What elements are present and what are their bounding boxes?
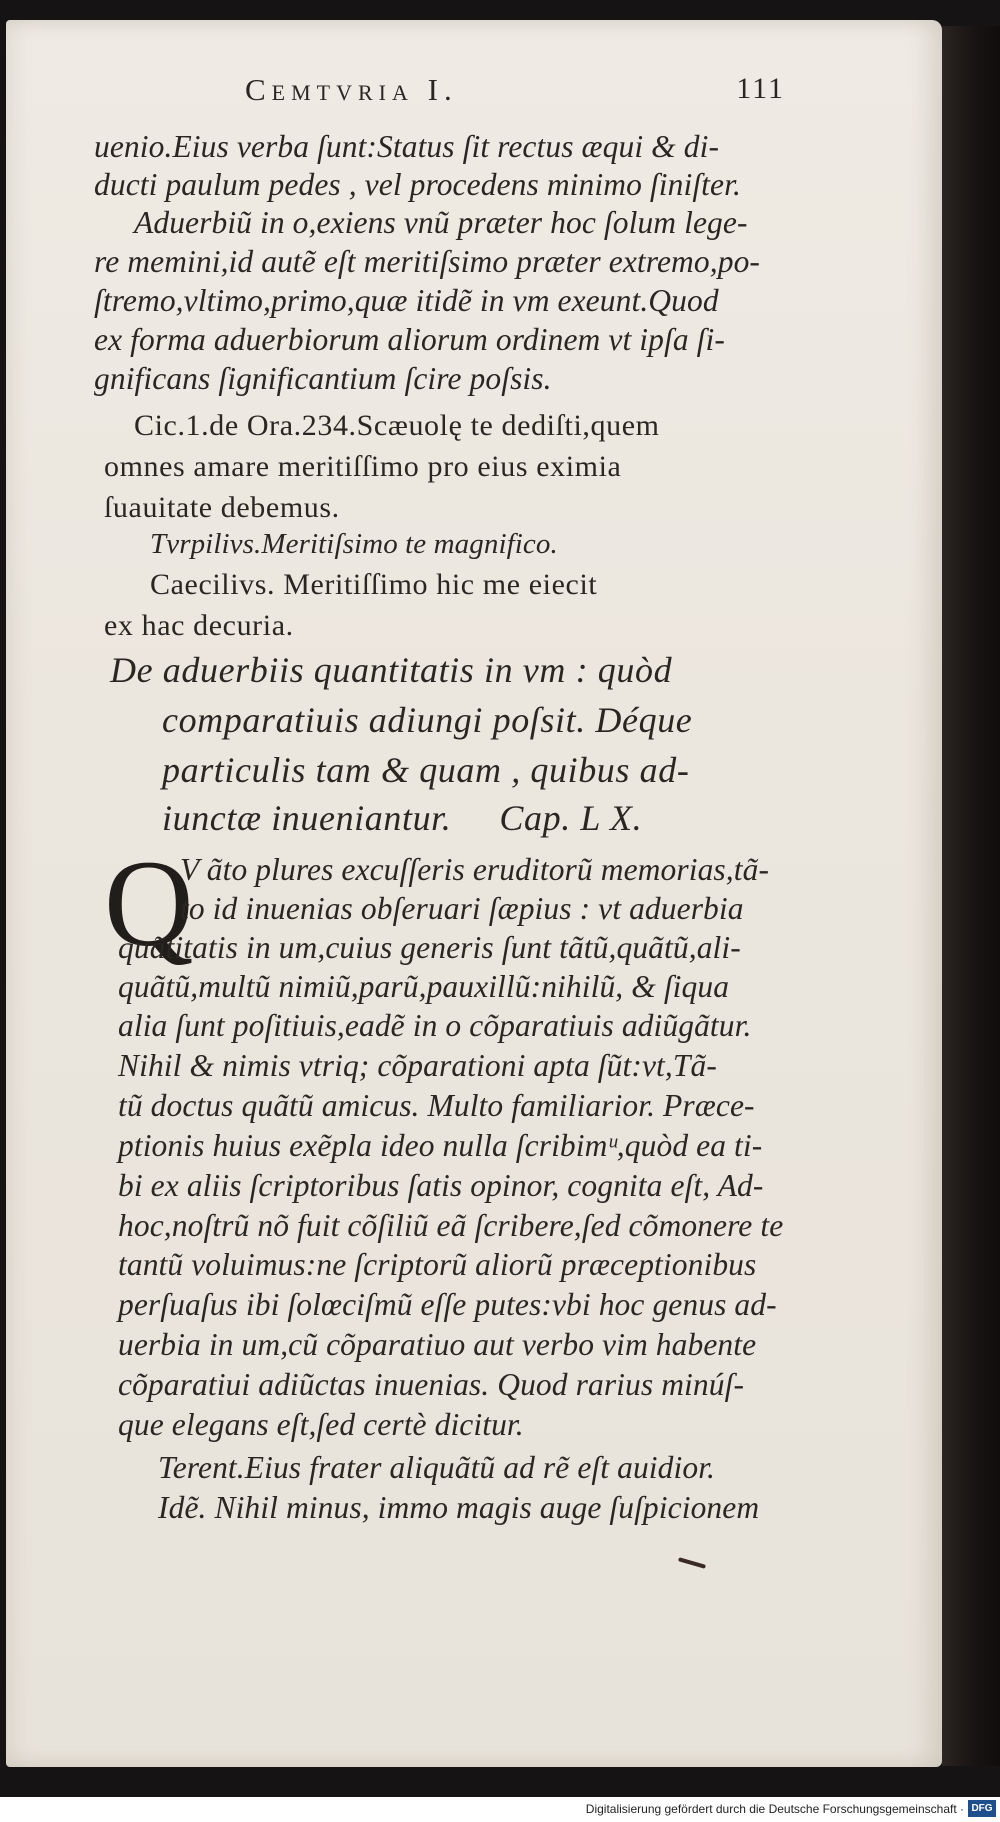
text-line: ptionis huius exẽpla ideo nulla ſcribimᵘ,quòd ea ti- xyxy=(118,1128,763,1163)
text-line: Aduerbiũ in o,exiens vnũ præter hoc ſolum lege- xyxy=(134,205,748,240)
book-edge xyxy=(942,26,1000,1766)
citation-line: ex hac decuria. xyxy=(104,609,294,642)
citation-line: ſuauitate debemus. xyxy=(104,491,340,524)
funding-credit: Digitalisierung gefördert durch die Deutsche Forschungsgemeinschaft · xyxy=(585,1802,964,1816)
text-line: ex forma aduerbiorum aliorum ordinem vt ipſa ſi- xyxy=(94,322,725,357)
text-line: hoc,noſtrũ nõ fuit cõſiliũ eã ſcribere,ſed cõmonere te xyxy=(118,1208,784,1243)
citation-line: Idẽ. Nihil minus, immo magis auge ſuſpicionem xyxy=(158,1490,760,1525)
text-line: cõparatiui adiũctas inuenias. Quod rarius minúſ- xyxy=(118,1367,745,1402)
chapter-heading-line: particulis tam & quam , quibus ad- xyxy=(162,750,690,790)
text-line: gnificans ſignificantium ſcire poſsis. xyxy=(94,361,552,396)
text-line: uenio.Eius verba ſunt:Status ſit rectus æqui & di- xyxy=(94,129,720,164)
text-line: alia ſunt poſitiuis,eadẽ in o cõparatiuis adiũgãtur. xyxy=(118,1008,752,1043)
text-line: que elegans eſt,ſed certè dicitur. xyxy=(118,1407,524,1442)
page-header xyxy=(245,72,785,116)
text-line: tantũ voluimus:ne ſcriptorũ aliorũ præceptionibus xyxy=(118,1247,757,1282)
chapter-heading-line: De aduerbiis quantitatis in vm : quòd xyxy=(110,650,673,690)
chapter-heading-line: iunctæ inueniantur. Cap. L X. xyxy=(162,798,643,838)
text-line: re memini,id autẽ eſt meritiſsimo præter extremo,po- xyxy=(94,244,761,279)
text-line: V ãto plures excuſſeris eruditorũ memorias,tã- xyxy=(180,852,770,887)
citation-line: Cic.1.de Ora.234.Scæuolę te dediſti,quem xyxy=(134,409,660,442)
page-number: 111 xyxy=(736,72,785,105)
text-line: Nihil & nimis vtriq; cõparationi apta ſũt:vt,Tã- xyxy=(118,1048,717,1083)
running-head: Cemtvria I. xyxy=(245,72,458,107)
text-line: tũ doctus quãtũ amicus. Multo familiarior. Præce- xyxy=(118,1088,755,1123)
text-line: bi ex aliis ſcriptoribus ſatis opinor, cognita eſt, Ad- xyxy=(118,1168,764,1203)
text-line: uerbia in um,cũ cõparatiuo aut verbo vim habente xyxy=(118,1327,757,1362)
text-line: quãtũ,multũ nimiũ,parũ,pauxillũ:nihilũ, & ſiqua xyxy=(118,969,730,1004)
citation-line: Tvrpilivs.Meritiſsimo te magnifico. xyxy=(150,528,558,560)
text-line: to id inuenias obſeruari ſæpius : vt aduerbia xyxy=(180,891,744,926)
citation-line: Caecilivs. Meritiſſimo hic me eiecit xyxy=(150,568,598,601)
text-line: ducti paulum pedes , vel procedens minimo ſiniſter. xyxy=(94,167,741,202)
chapter-heading-line: comparatiuis adiungi poſsit. Déque xyxy=(162,700,693,740)
dfg-logo-icon: DFG xyxy=(968,1800,996,1817)
text-line: quãtitatis in um,cuius generis ſunt tãtũ,quãtũ,ali- xyxy=(118,930,741,965)
citation-line: omnes amare meritiſſimo pro eius eximia xyxy=(104,450,622,483)
text-line: ſtremo,vltimo,primo,quæ itidẽ in vm exeunt.Quod xyxy=(94,283,719,318)
citation-line: Terent.Eius frater aliquãtũ ad rẽ eſt auidior. xyxy=(158,1450,716,1485)
text-line: perſuaſus ibi ſolœciſmũ eſſe putes:vbi hoc genus ad- xyxy=(118,1287,777,1322)
footer-bar xyxy=(0,1797,1000,1822)
drop-cap: Q xyxy=(104,835,194,972)
